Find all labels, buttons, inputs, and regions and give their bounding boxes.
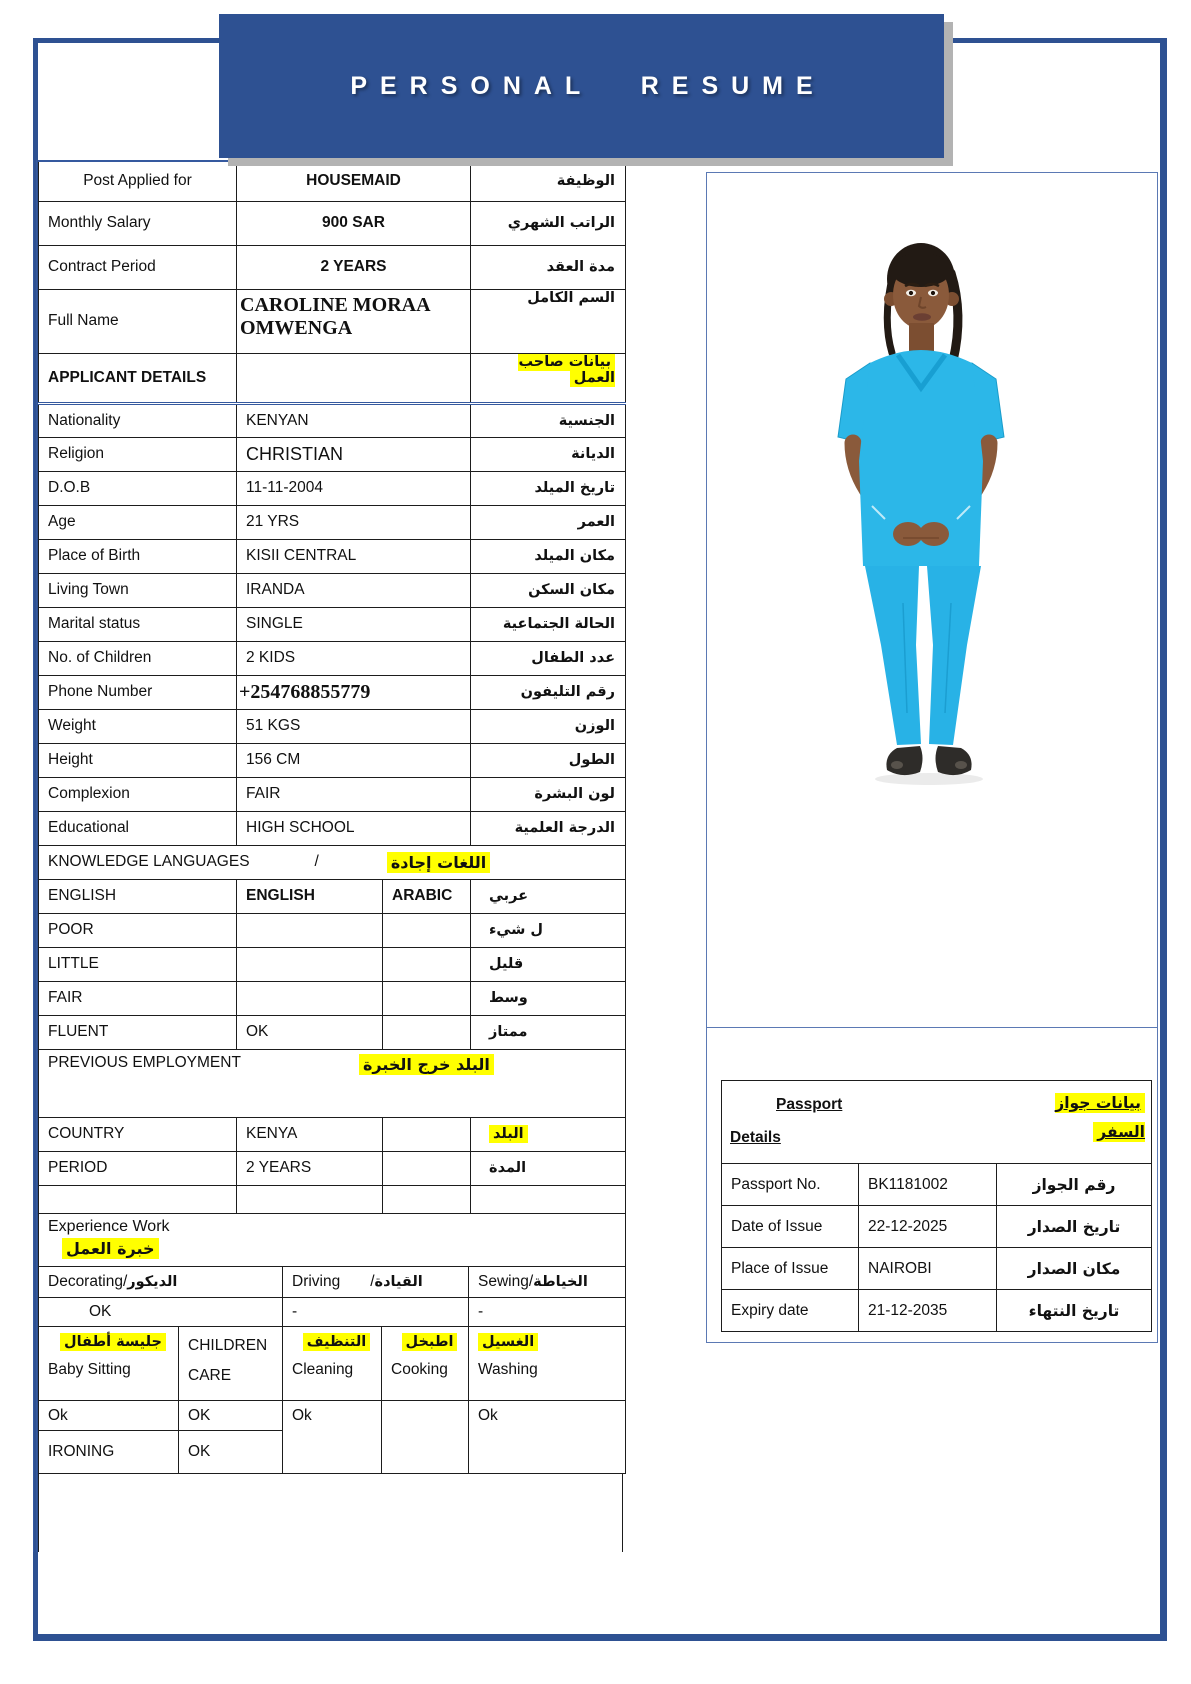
fair-arabic: وسط [471, 981, 626, 1015]
passport-row [722, 1206, 1152, 1248]
table-row [39, 675, 626, 709]
children-label: No. of Children [39, 641, 237, 675]
country-value: KENYA [237, 1117, 383, 1151]
birthplace-value: KISII CENTRAL [237, 539, 471, 573]
driving-value: - [283, 1298, 469, 1327]
slash: / [370, 1273, 375, 1290]
slash: / [528, 1273, 534, 1290]
educational-arabic: الدرجة العلمية [471, 811, 626, 845]
experience-work-row [39, 1213, 626, 1267]
children-value: 2 KIDS [237, 641, 471, 675]
baby-sitting-cell [39, 1327, 179, 1401]
dob-arabic: تاريخ الميلد [471, 471, 626, 505]
age-value: 21 YRS [237, 505, 471, 539]
height-value: 156 CM [237, 743, 471, 777]
religion-value: CHRISTIAN [237, 437, 471, 471]
baby-sitting-value: Ok [39, 1401, 179, 1431]
contract-arabic: مدة العقد [471, 245, 626, 289]
issue-date-arabic: تاريخ الصدار [997, 1206, 1152, 1248]
passport-title-line2: Details [730, 1128, 781, 1146]
shoe-shine [891, 761, 903, 769]
empty-cell [383, 1117, 471, 1151]
fair-arabic-col [383, 981, 471, 1015]
table-row [39, 505, 626, 539]
issue-date-value: 22-12-2025 [859, 1206, 997, 1248]
children-care-line1: CHILDREN [188, 1337, 268, 1354]
weight-value: 51 KGS [237, 709, 471, 743]
passport-table [721, 1080, 1152, 1332]
fair-english [237, 981, 383, 1015]
skills-names-row [39, 1327, 626, 1401]
shoe-left [886, 746, 922, 775]
cooking-label: Cooking [391, 1361, 448, 1378]
period-value: 2 YEARS [237, 1151, 383, 1185]
dob-value: 11-11-2004 [237, 471, 471, 505]
country-row [39, 1117, 626, 1151]
educational-value: HIGH SCHOOL [237, 811, 471, 845]
skills-value-row [39, 1298, 626, 1327]
passport-no-value: BK1181002 [859, 1164, 997, 1206]
shoe-shine [955, 761, 967, 769]
fullname-label: Full Name [39, 289, 237, 353]
children-care-cell [179, 1327, 283, 1401]
table-row [39, 811, 626, 845]
passport-row [722, 1290, 1152, 1332]
baby-sitting-label: Baby Sitting [48, 1361, 131, 1378]
salary-value: 900 SAR [237, 201, 471, 245]
hand [893, 522, 923, 546]
table-trailing-area [38, 1473, 623, 1552]
livingtown-label: Living Town [39, 573, 237, 607]
previous-employment-cell [39, 1049, 626, 1117]
phone-label: Phone Number [39, 675, 237, 709]
issue-place-arabic: مكان الصدار [997, 1248, 1152, 1290]
expiry-date-value: 21-12-2035 [859, 1290, 997, 1332]
cooking-arabic: اطبخل [402, 1333, 458, 1351]
nationality-arabic: الجنسية [471, 403, 626, 437]
table-row [39, 353, 626, 403]
arabic-column-header: ARABIC [383, 879, 471, 913]
fluent-arabic: ممتاز [471, 1015, 626, 1049]
complexion-arabic: لون البشرة [471, 777, 626, 811]
passport-no-arabic: رقم الجواز [997, 1164, 1152, 1206]
table-row [39, 403, 626, 437]
table-row [39, 573, 626, 607]
poor-label: POOR [39, 913, 237, 947]
previous-employment-row [39, 1049, 626, 1117]
nationality-value: KENYAN [237, 403, 471, 437]
language-level-row [39, 947, 626, 981]
religion-arabic: الديانة [471, 437, 626, 471]
religion-label: Religion [39, 437, 237, 471]
contract-value: 2 YEARS [237, 245, 471, 289]
language-columns-row [39, 879, 626, 913]
empty-cell [383, 1185, 471, 1213]
empty-cell [237, 1185, 383, 1213]
little-arabic-col [383, 947, 471, 981]
english-column-header: ENGLISH [237, 879, 383, 913]
poor-arabic: ل شيء [471, 913, 626, 947]
cooking-cell [382, 1327, 469, 1401]
skills-ok-row [39, 1401, 626, 1431]
empty-cell [39, 1185, 237, 1213]
floor-shadow [875, 773, 983, 785]
salary-arabic: الراتب الشهري [471, 201, 626, 245]
passport-section [706, 1028, 1158, 1343]
table-row [39, 245, 626, 289]
pupil [909, 291, 913, 295]
hand [919, 522, 949, 546]
languages-header-cell [39, 845, 626, 879]
phone-arabic: رقم التليفون [471, 675, 626, 709]
passport-title-row [722, 1081, 1152, 1164]
highlighted-arabic: بيانات صاحب العمل [518, 353, 616, 386]
poor-arabic-col [383, 913, 471, 947]
slash: / [314, 853, 319, 870]
shoe-right [936, 746, 972, 775]
children-care-line2: CARE [188, 1367, 232, 1384]
expiry-date-label: Expiry date [722, 1290, 859, 1332]
experience-work-arabic: خبرة العمل [62, 1238, 159, 1259]
poor-english [237, 913, 383, 947]
marital-label: Marital status [39, 607, 237, 641]
previous-employment-arabic: البلد خرج الخبرة [359, 1054, 494, 1075]
passport-title-line1: Passport [776, 1096, 843, 1113]
table-row [39, 743, 626, 777]
fullname-arabic: السم الكامل [471, 289, 626, 353]
decorating-label: Decorating [48, 1273, 123, 1290]
livingtown-arabic: مكان السكن [471, 573, 626, 607]
table-row [39, 471, 626, 505]
issue-place-label: Place of Issue [722, 1248, 859, 1290]
height-arabic: الطول [471, 743, 626, 777]
weight-label: Weight [39, 709, 237, 743]
applicant-photo [706, 172, 1158, 1028]
sewing-value: - [469, 1298, 626, 1327]
little-arabic: قليل [471, 947, 626, 981]
driving-cell [283, 1267, 469, 1298]
period-arabic: المدة [471, 1151, 626, 1185]
height-label: Height [39, 743, 237, 777]
little-label: LITTLE [39, 947, 237, 981]
title-banner [219, 14, 944, 158]
passport-title-cell [722, 1081, 1152, 1164]
birthplace-label: Place of Birth [39, 539, 237, 573]
applicant-details-arabic [471, 353, 626, 403]
highlighted-arabic: البلد [489, 1125, 528, 1143]
cooking-value [382, 1401, 469, 1474]
language-level-row [39, 913, 626, 947]
livingtown-value: IRANDA [237, 573, 471, 607]
skills-header-row [39, 1267, 626, 1298]
skills-header-table [38, 1266, 626, 1327]
washing-arabic: الغسيل [478, 1333, 538, 1351]
decorating-value: OK [39, 1298, 283, 1327]
post-applied-value: HOUSEMAID [237, 161, 471, 201]
cleaning-arabic: التنظيف [303, 1333, 371, 1351]
cleaning-label: Cleaning [292, 1361, 354, 1378]
complexion-label: Complexion [39, 777, 237, 811]
fluent-label: FLUENT [39, 1015, 237, 1049]
table-row [39, 437, 626, 471]
contract-label: Contract Period [39, 245, 237, 289]
pant-leg-right [927, 566, 981, 745]
previous-employment-label: PREVIOUS EMPLOYMENT [48, 1053, 241, 1071]
slash: / [122, 1273, 128, 1290]
applicant-figure [707, 173, 1157, 1027]
expiry-date-arabic: تاريخ النتهاء [997, 1290, 1152, 1332]
passport-title-arabic: بيانات جواز السفر [1055, 1094, 1146, 1142]
phone-value: +254768855779 [237, 675, 471, 709]
issue-place-value: NAIROBI [859, 1248, 997, 1290]
empty-row [39, 1185, 626, 1213]
educational-label: Educational [39, 811, 237, 845]
period-row [39, 1151, 626, 1185]
language-level-row [39, 1015, 626, 1049]
skills-detail-table [38, 1326, 626, 1474]
fluent-english: OK [237, 1015, 383, 1049]
table-row [39, 201, 626, 245]
washing-label: Washing [478, 1361, 538, 1378]
passport-row [722, 1164, 1152, 1206]
table-row [39, 539, 626, 573]
baby-sitting-arabic: جليسة أطفال [60, 1333, 166, 1351]
fair-label: FAIR [39, 981, 237, 1015]
ironing-value: OK [179, 1431, 283, 1474]
marital-value: SINGLE [237, 607, 471, 641]
page-title: PERSONAL RESUME [350, 71, 826, 100]
passport-no-label: Passport No. [722, 1164, 859, 1206]
language-row-arabic: عربي [471, 879, 626, 913]
weight-arabic: الوزن [471, 709, 626, 743]
neck [909, 323, 934, 353]
sewing-cell [469, 1267, 626, 1298]
birthplace-arabic: مكان الميلد [471, 539, 626, 573]
fluent-arabic-col [383, 1015, 471, 1049]
washing-cell [469, 1327, 626, 1401]
driving-label: Driving [292, 1273, 341, 1290]
empty-cell [237, 353, 471, 403]
hair-top [891, 253, 951, 287]
pupil [931, 291, 935, 295]
decorating-arabic: الديكور [127, 1274, 178, 1290]
experience-work-cell [39, 1213, 626, 1267]
experience-work-label: Experience Work [48, 1217, 170, 1235]
table-row [39, 777, 626, 811]
mouth [913, 313, 931, 321]
table-row [39, 607, 626, 641]
ironing-label: IRONING [39, 1431, 179, 1474]
decorating-cell [39, 1267, 283, 1298]
empty-cell [471, 1185, 626, 1213]
cleaning-cell [283, 1327, 382, 1401]
country-arabic [471, 1117, 626, 1151]
sewing-arabic: الخياطة [533, 1274, 588, 1290]
issue-date-label: Date of Issue [722, 1206, 859, 1248]
language-row-label: ENGLISH [39, 879, 237, 913]
table-row [39, 641, 626, 675]
passport-row [722, 1248, 1152, 1290]
age-arabic: العمر [471, 505, 626, 539]
dob-label: D.O.B [39, 471, 237, 505]
applicant-table [38, 160, 626, 1268]
country-label: COUNTRY [39, 1117, 237, 1151]
driving-arabic: القيادة [374, 1274, 423, 1290]
salary-label: Monthly Salary [39, 201, 237, 245]
table-left-double-border [33, 160, 37, 1552]
empty-cell [383, 1151, 471, 1185]
table-row [39, 161, 626, 201]
sewing-label: Sewing [478, 1273, 529, 1290]
age-label: Age [39, 505, 237, 539]
children-care-value: OK [179, 1401, 283, 1431]
pant-leg-left [865, 566, 921, 745]
post-applied-arabic: الوظيفة [471, 161, 626, 201]
cleaning-value: Ok [283, 1401, 382, 1474]
table-row [39, 709, 626, 743]
post-applied-label: Post Applied for [39, 161, 237, 201]
complexion-value: FAIR [237, 777, 471, 811]
languages-header-arabic: اللغات إجادة [387, 852, 490, 873]
little-english [237, 947, 383, 981]
children-arabic: عدد الطفال [471, 641, 626, 675]
applicant-details-label: APPLICANT DETAILS [39, 353, 237, 403]
washing-value: Ok [469, 1401, 626, 1474]
nationality-label: Nationality [39, 403, 237, 437]
table-row [39, 289, 626, 353]
language-level-row [39, 981, 626, 1015]
marital-arabic: الحالة الجتماعية [471, 607, 626, 641]
languages-header-label: KNOWLEDGE LANGUAGES [48, 853, 250, 870]
languages-header-row [39, 845, 626, 879]
period-label: PERIOD [39, 1151, 237, 1185]
fullname-value: CAROLINE MORAA OMWENGA [237, 289, 471, 353]
